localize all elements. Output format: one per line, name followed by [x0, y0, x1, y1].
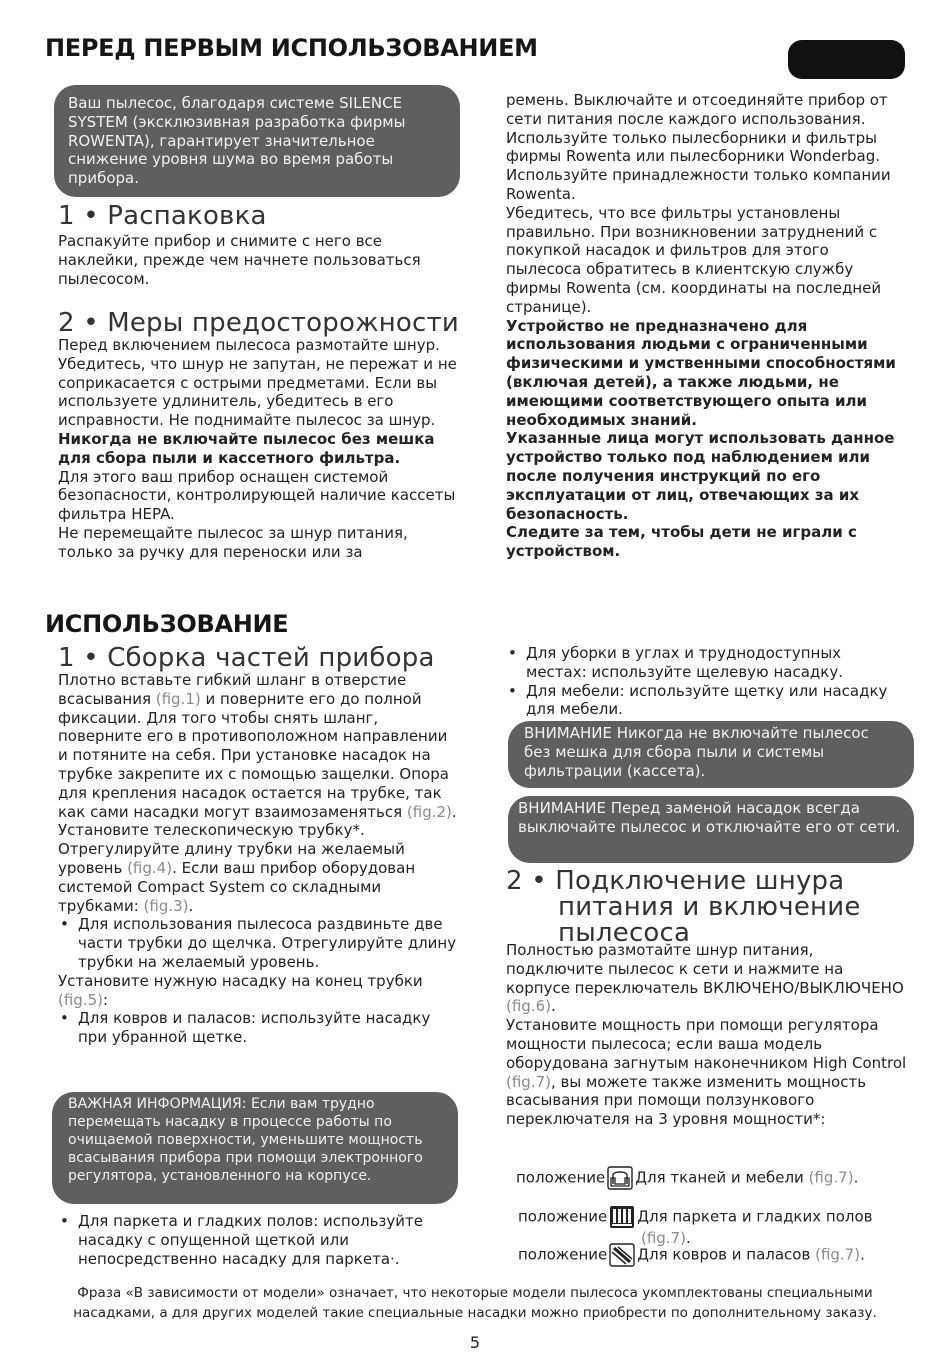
footnote: Фраза «В зависимости от модели» означает, что некоторые модели пылесоса укомплектованы специальными насадками, а для других моделей такие специальные насадки можно приобрести по дополнительному заказу.: [73, 1285, 877, 1321]
page-title: ПЕРЕД ПЕРВЫМ ИСПОЛЬЗОВАНИЕМ: [45, 34, 538, 62]
assembly-paragraph: Установите нужную насадку на конец трубки (fig.5):: [58, 971, 423, 1009]
important-text: ВАЖНАЯ ИНФОРМАЦИЯ: Если вам трудно перемещать насадку в процессе работы по очищаемой поверхности, уменьшите мощность всасывания прибора при помощи электронного регулятора, установленного на корпусе.: [68, 1096, 423, 1184]
important-info-box: [52, 1092, 458, 1204]
intro-info-box: [54, 85, 460, 197]
power-position-fabric: положение Для тканей и мебели (fig.7).: [516, 1166, 858, 1190]
precautions-paragraph: Используйте только пылесборники и фильтры фирмы Rowenta или пылесборники Wonderbag.: [506, 128, 880, 166]
list-item: • Для использования пылесоса раздвиньте две части трубки до щелчка. Отрегулируйте длину трубки на желаемый уровень.: [58, 915, 458, 971]
precautions-left-text: [58, 336, 458, 562]
precautions-paragraph: Не перемещайте пылесос за шнур питания, только за ручку для переноски или за: [58, 523, 408, 561]
power-paragraph: Установите мощность при помощи регулятора мощности пылесоса; если ваша модель оборудована загнутым наконечником High Control (fig.7), вы можете также изменить мощность всасывания при помощи ползункового переключателя на 3 уровня мощности*:: [506, 1016, 907, 1129]
page-number: 5: [469, 1333, 481, 1352]
warning-text: ВНИМАНИЕ Перед заменой насадок всегда выключайте пылесос и отключайте его от сети.: [518, 799, 901, 836]
power-paragraph: Полностью размотайте шнур питания, подключите пылесос к сети и нажмите на корпусе переключатель ВКЛЮЧЕНО/ВЫКЛЮЧЕНО (fig.6).: [506, 941, 904, 1016]
figure-ref: (fig.3): [143, 896, 189, 915]
figure-ref: (fig.2): [406, 802, 452, 821]
figure-ref: (fig.4): [127, 858, 173, 877]
precautions-paragraph: Используйте принадлежности только компании Rowenta.: [506, 166, 891, 203]
language-tab: [788, 40, 905, 79]
power-position-parquet: положение Для паркета и гладких полов (fig.7).: [518, 1205, 872, 1248]
list-item: • Для паркета и гладких полов: используйте насадку с опущенной щеткой или непосредственно насадку для паркета·.: [58, 1212, 462, 1268]
usage-title: ИСПОЛЬЗОВАНИЕ: [45, 610, 289, 638]
usage-right-list: [506, 644, 906, 719]
figure-ref: (fig.5): [58, 990, 103, 1009]
precautions-warning: Устройство не предназначено для использования людьми с ограниченными физическими и умственными способностями (включая детей), а также людьми, не имеющими соответствующего опыта или необходимых знаний.: [506, 316, 896, 429]
power-text: [506, 941, 908, 1129]
assembly-text: [58, 671, 458, 1047]
figure-ref: (fig.7): [815, 1245, 861, 1264]
assembly-paragraph: Плотно вставьте гибкий шланг в отверстие всасывания (fig.1) и поверните его до полной фиксации. Для того чтобы снять шланг, поверните его в противоположном направлении и потяните на себя. При установке насадок на трубке закрепите их с помощью защелки. Опора для крепления насадок остается на трубке, так как сами насадки могут взаимозаменяться (fig.2).: [58, 671, 457, 821]
power-position-carpet: положение Для ковров и паласов (fig.7).: [518, 1243, 865, 1267]
precautions-paragraph: Убедитесь, что все фильтры установлены правильно. При возникновении затруднений с покупкой насадок и фильтров для этого пылесоса обратитесь в клиентскую службу фирмы Rowenta (см. координаты на последней странице).: [506, 203, 882, 316]
unpack-text: Распакуйте прибор и снимите с него все наклейки, прежде чем начнете пользоваться пылесосом.: [58, 232, 421, 288]
figure-ref: (fig.1): [155, 689, 201, 708]
precautions-paragraph: Для этого ваш прибор оснащен системой безопасности, контролирующей наличие кассеты фильтра HEPA.: [58, 467, 456, 524]
precautions-heading: 2 • Меры предосторожности: [58, 308, 459, 338]
list-item: • Для уборки в углах и труднодоступных местах: используйте щелевую насадку.: [506, 644, 906, 682]
parquet-brush-icon: [609, 1205, 635, 1229]
carpet-nozzle-icon: [609, 1243, 635, 1267]
precautions-warning: Следите за тем, чтобы дети не играли с устройством.: [506, 523, 857, 561]
precautions-paragraph: ремень. Выключайте и отсоединяйте прибор от сети питания после каждого использования.: [506, 91, 888, 128]
precautions-warning: Указанные лица могут использовать данное устройство только под наблюдением или после получения инструкций по его эксплуатации от лиц, отвечающих за их безопасность.: [506, 429, 895, 523]
assembly-paragraph: Отрегулируйте длину трубки на желаемый уровень (fig.4). Если ваш прибор оборудован системой Compact System со складными трубками: (fig.3).: [58, 840, 416, 915]
list-item: • Для мебели: используйте щетку или насадку для мебели.: [506, 682, 906, 720]
assembly-paragraph: Установите телескопическую трубку*.: [58, 821, 365, 840]
warning-box-bag: [508, 721, 914, 788]
power-heading: 2 • Подключение шнура питания и включение пылесоса: [506, 866, 861, 948]
precautions-right-text: [506, 91, 906, 561]
figure-ref: (fig.7): [641, 1229, 686, 1247]
assembly-text-end: [58, 1212, 462, 1268]
warning-box-nozzles: [508, 796, 914, 863]
precautions-warning: Никогда не включайте пылесос без мешка для сбора пыли и кассетного фильтра.: [58, 429, 435, 467]
figure-ref: (fig.7): [506, 1072, 551, 1091]
unpack-heading: 1 • Распаковка: [58, 201, 267, 231]
figure-ref: (fig.6): [506, 997, 551, 1016]
armchair-icon: [607, 1166, 633, 1190]
list-item: • Для ковров и паласов: используйте насадку при убранной щетке.: [58, 1009, 458, 1047]
warning-text: ВНИМАНИЕ Никогда не включайте пылесос без мешка для сбора пыли и системы фильтрации (кассета).: [524, 724, 869, 780]
intro-text: Ваш пылесос, благодаря системе SILENCE SYSTEM (эксклюзивная разработка фирмы ROWENTA), гарантирует значительное снижение уровня шума во время работы прибора.: [68, 94, 406, 188]
assembly-heading: 1 • Сборка частей прибора: [58, 643, 435, 673]
figure-ref: (fig.7): [808, 1168, 854, 1187]
precautions-paragraph: Перед включением пылесоса размотайте шнур. Убедитесь, что шнур не запутан, не пережат и не соприкасается с острыми предметами. Если вы используете удлинитель, убедитесь в его исправности. Не поднимайте пылесос за шнур.: [58, 336, 457, 430]
